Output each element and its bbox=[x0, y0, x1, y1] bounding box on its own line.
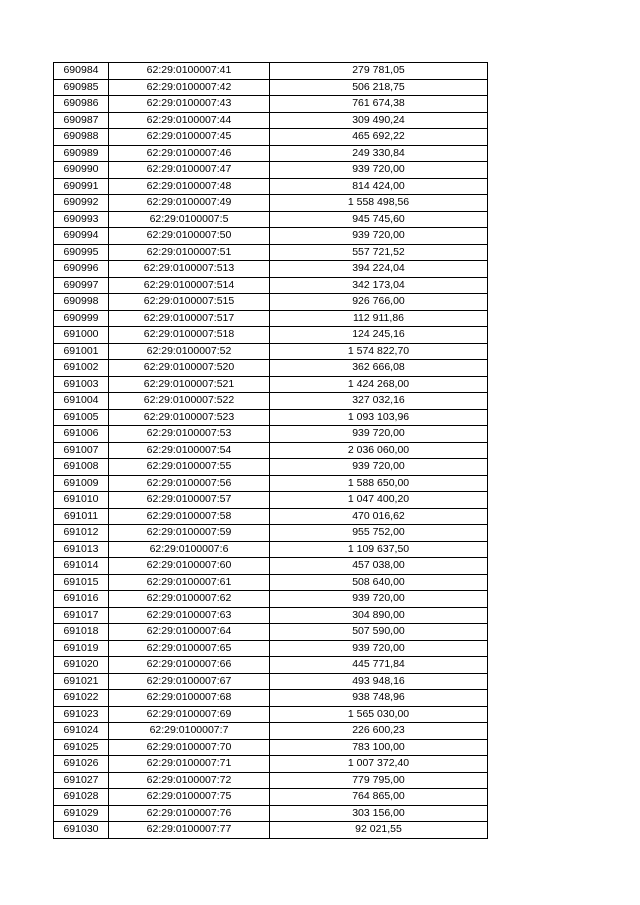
cadastral-number-cell: 62:29:0100007:77 bbox=[109, 822, 270, 839]
cadastral-number-cell: 62:29:0100007:514 bbox=[109, 277, 270, 294]
row-number-cell: 690999 bbox=[54, 310, 109, 327]
cadastral-number-cell: 62:29:0100007:515 bbox=[109, 294, 270, 311]
cadastral-number-cell: 62:29:0100007:43 bbox=[109, 96, 270, 113]
row-number-cell: 691001 bbox=[54, 343, 109, 360]
cadastral-number-cell: 62:29:0100007:6 bbox=[109, 541, 270, 558]
table-row bbox=[54, 310, 488, 327]
row-number-cell: 691022 bbox=[54, 690, 109, 707]
cadastral-value-cell: 938 748,96 bbox=[270, 690, 488, 707]
table-row bbox=[54, 640, 488, 657]
cadastral-number-cell: 62:29:0100007:72 bbox=[109, 772, 270, 789]
cadastral-value-cell: 342 173,04 bbox=[270, 277, 488, 294]
table-row bbox=[54, 822, 488, 839]
table-row bbox=[54, 459, 488, 476]
cadastral-number-cell: 62:29:0100007:521 bbox=[109, 376, 270, 393]
cadastral-value-cell: 249 330,84 bbox=[270, 145, 488, 162]
cadastral-number-cell: 62:29:0100007:47 bbox=[109, 162, 270, 179]
cadastral-value-cell: 779 795,00 bbox=[270, 772, 488, 789]
cadastral-value-cell: 493 948,16 bbox=[270, 673, 488, 690]
row-number-cell: 691000 bbox=[54, 327, 109, 344]
cadastral-number-cell: 62:29:0100007:50 bbox=[109, 228, 270, 245]
cadastral-value-cell: 445 771,84 bbox=[270, 657, 488, 674]
table-row bbox=[54, 112, 488, 129]
row-number-cell: 691019 bbox=[54, 640, 109, 657]
table-row bbox=[54, 673, 488, 690]
cadastral-number-cell: 62:29:0100007:61 bbox=[109, 574, 270, 591]
row-number-cell: 691024 bbox=[54, 723, 109, 740]
row-number-cell: 690985 bbox=[54, 79, 109, 96]
row-number-cell: 691029 bbox=[54, 805, 109, 822]
row-number-cell: 691023 bbox=[54, 706, 109, 723]
row-number-cell: 691027 bbox=[54, 772, 109, 789]
cadastral-number-cell: 62:29:0100007:59 bbox=[109, 525, 270, 542]
table-row bbox=[54, 63, 488, 80]
cadastral-number-cell: 62:29:0100007:69 bbox=[109, 706, 270, 723]
cadastral-value-cell: 814 424,00 bbox=[270, 178, 488, 195]
cadastral-value-cell: 939 720,00 bbox=[270, 591, 488, 608]
cadastral-value-cell: 1 093 103,96 bbox=[270, 409, 488, 426]
table-row bbox=[54, 178, 488, 195]
table-row bbox=[54, 508, 488, 525]
row-number-cell: 691009 bbox=[54, 475, 109, 492]
table-row bbox=[54, 723, 488, 740]
table-row bbox=[54, 360, 488, 377]
row-number-cell: 691014 bbox=[54, 558, 109, 575]
row-number-cell: 691021 bbox=[54, 673, 109, 690]
cadastral-value-cell: 939 720,00 bbox=[270, 426, 488, 443]
row-number-cell: 691017 bbox=[54, 607, 109, 624]
cadastral-number-cell: 62:29:0100007:513 bbox=[109, 261, 270, 278]
cadastral-number-cell: 62:29:0100007:45 bbox=[109, 129, 270, 146]
cadastral-number-cell: 62:29:0100007:53 bbox=[109, 426, 270, 443]
row-number-cell: 691010 bbox=[54, 492, 109, 509]
cadastral-number-cell: 62:29:0100007:57 bbox=[109, 492, 270, 509]
row-number-cell: 691028 bbox=[54, 789, 109, 806]
cadastral-value-cell: 362 666,08 bbox=[270, 360, 488, 377]
table-row bbox=[54, 409, 488, 426]
table-row bbox=[54, 657, 488, 674]
table-row bbox=[54, 492, 488, 509]
table-row bbox=[54, 591, 488, 608]
row-number-cell: 691006 bbox=[54, 426, 109, 443]
table-row bbox=[54, 475, 488, 492]
cadastral-number-cell: 62:29:0100007:63 bbox=[109, 607, 270, 624]
table-row bbox=[54, 558, 488, 575]
cadastral-value-cell: 1 574 822,70 bbox=[270, 343, 488, 360]
cadastral-number-cell: 62:29:0100007:48 bbox=[109, 178, 270, 195]
cadastral-value-cell: 1 047 400,20 bbox=[270, 492, 488, 509]
cadastral-value-cell: 557 721,52 bbox=[270, 244, 488, 261]
cadastral-number-cell: 62:29:0100007:41 bbox=[109, 63, 270, 80]
cadastral-value-cell: 1 565 030,00 bbox=[270, 706, 488, 723]
row-number-cell: 691004 bbox=[54, 393, 109, 410]
table-row bbox=[54, 145, 488, 162]
cadastral-number-cell: 62:29:0100007:76 bbox=[109, 805, 270, 822]
cadastral-value-cell: 764 865,00 bbox=[270, 789, 488, 806]
table-row bbox=[54, 525, 488, 542]
cadastral-number-cell: 62:29:0100007:56 bbox=[109, 475, 270, 492]
cadastral-value-cell: 761 674,38 bbox=[270, 96, 488, 113]
row-number-cell: 690989 bbox=[54, 145, 109, 162]
cadastral-value-cell: 1 424 268,00 bbox=[270, 376, 488, 393]
table-row bbox=[54, 607, 488, 624]
cadastral-value-cell: 457 038,00 bbox=[270, 558, 488, 575]
cadastral-value-cell: 92 021,55 bbox=[270, 822, 488, 839]
cadastral-value-cell: 945 745,60 bbox=[270, 211, 488, 228]
row-number-cell: 690990 bbox=[54, 162, 109, 179]
table-row bbox=[54, 277, 488, 294]
table-row bbox=[54, 789, 488, 806]
cadastral-value-cell: 1 007 372,40 bbox=[270, 756, 488, 773]
row-number-cell: 691002 bbox=[54, 360, 109, 377]
cadastral-number-cell: 62:29:0100007:55 bbox=[109, 459, 270, 476]
row-number-cell: 691020 bbox=[54, 657, 109, 674]
cadastral-value-cell: 939 720,00 bbox=[270, 162, 488, 179]
table-row bbox=[54, 624, 488, 641]
row-number-cell: 690993 bbox=[54, 211, 109, 228]
row-number-cell: 691025 bbox=[54, 739, 109, 756]
cadastral-number-cell: 62:29:0100007:517 bbox=[109, 310, 270, 327]
table-row bbox=[54, 706, 488, 723]
cadastral-value-cell: 1 558 498,56 bbox=[270, 195, 488, 212]
cadastral-number-cell: 62:29:0100007:70 bbox=[109, 739, 270, 756]
row-number-cell: 691011 bbox=[54, 508, 109, 525]
cadastral-value-cell: 226 600,23 bbox=[270, 723, 488, 740]
cadastral-value-cell: 470 016,62 bbox=[270, 508, 488, 525]
cadastral-value-cell: 939 720,00 bbox=[270, 640, 488, 657]
table-row bbox=[54, 96, 488, 113]
row-number-cell: 691026 bbox=[54, 756, 109, 773]
cadastral-number-cell: 62:29:0100007:518 bbox=[109, 327, 270, 344]
row-number-cell: 691018 bbox=[54, 624, 109, 641]
cadastral-number-cell: 62:29:0100007:75 bbox=[109, 789, 270, 806]
cadastral-value-cell: 783 100,00 bbox=[270, 739, 488, 756]
table-row bbox=[54, 343, 488, 360]
table-row bbox=[54, 690, 488, 707]
row-number-cell: 690986 bbox=[54, 96, 109, 113]
cadastral-number-cell: 62:29:0100007:64 bbox=[109, 624, 270, 641]
table-row bbox=[54, 261, 488, 278]
row-number-cell: 690987 bbox=[54, 112, 109, 129]
row-number-cell: 691007 bbox=[54, 442, 109, 459]
cadastral-value-cell: 309 490,24 bbox=[270, 112, 488, 129]
row-number-cell: 690991 bbox=[54, 178, 109, 195]
row-number-cell: 691030 bbox=[54, 822, 109, 839]
cadastral-value-cell: 124 245,16 bbox=[270, 327, 488, 344]
table-row bbox=[54, 294, 488, 311]
table-body bbox=[54, 63, 488, 839]
table-row bbox=[54, 805, 488, 822]
row-number-cell: 691012 bbox=[54, 525, 109, 542]
table-row bbox=[54, 129, 488, 146]
cadastral-number-cell: 62:29:0100007:5 bbox=[109, 211, 270, 228]
cadastral-value-cell: 508 640,00 bbox=[270, 574, 488, 591]
cadastral-number-cell: 62:29:0100007:42 bbox=[109, 79, 270, 96]
table-row bbox=[54, 162, 488, 179]
cadastral-value-cell: 506 218,75 bbox=[270, 79, 488, 96]
cadastral-number-cell: 62:29:0100007:523 bbox=[109, 409, 270, 426]
row-number-cell: 690984 bbox=[54, 63, 109, 80]
cadastral-value-cell: 955 752,00 bbox=[270, 525, 488, 542]
cadastral-number-cell: 62:29:0100007:71 bbox=[109, 756, 270, 773]
row-number-cell: 690994 bbox=[54, 228, 109, 245]
row-number-cell: 691013 bbox=[54, 541, 109, 558]
table-row bbox=[54, 228, 488, 245]
cadastral-value-cell: 1 588 650,00 bbox=[270, 475, 488, 492]
row-number-cell: 690996 bbox=[54, 261, 109, 278]
row-number-cell: 691005 bbox=[54, 409, 109, 426]
cadastral-value-cell: 303 156,00 bbox=[270, 805, 488, 822]
cadastral-value-cell: 939 720,00 bbox=[270, 228, 488, 245]
data-table bbox=[53, 62, 488, 839]
row-number-cell: 691003 bbox=[54, 376, 109, 393]
cadastral-number-cell: 62:29:0100007:49 bbox=[109, 195, 270, 212]
cadastral-value-cell: 1 109 637,50 bbox=[270, 541, 488, 558]
cadastral-number-cell: 62:29:0100007:46 bbox=[109, 145, 270, 162]
table-row bbox=[54, 739, 488, 756]
table-row bbox=[54, 211, 488, 228]
table-row bbox=[54, 772, 488, 789]
table-row bbox=[54, 327, 488, 344]
cadastral-value-cell: 112 911,86 bbox=[270, 310, 488, 327]
cadastral-number-cell: 62:29:0100007:60 bbox=[109, 558, 270, 575]
cadastral-number-cell: 62:29:0100007:51 bbox=[109, 244, 270, 261]
table-row bbox=[54, 541, 488, 558]
cadastral-value-cell: 939 720,00 bbox=[270, 459, 488, 476]
table-row bbox=[54, 244, 488, 261]
cadastral-number-cell: 62:29:0100007:67 bbox=[109, 673, 270, 690]
row-number-cell: 690998 bbox=[54, 294, 109, 311]
table-row bbox=[54, 79, 488, 96]
cadastral-value-cell: 507 590,00 bbox=[270, 624, 488, 641]
cadastral-number-cell: 62:29:0100007:54 bbox=[109, 442, 270, 459]
cadastral-number-cell: 62:29:0100007:65 bbox=[109, 640, 270, 657]
cadastral-value-cell: 327 032,16 bbox=[270, 393, 488, 410]
cadastral-value-cell: 304 890,00 bbox=[270, 607, 488, 624]
table-row bbox=[54, 376, 488, 393]
table-row bbox=[54, 393, 488, 410]
row-number-cell: 690997 bbox=[54, 277, 109, 294]
table-row bbox=[54, 442, 488, 459]
cadastral-number-cell: 62:29:0100007:44 bbox=[109, 112, 270, 129]
row-number-cell: 691008 bbox=[54, 459, 109, 476]
row-number-cell: 690992 bbox=[54, 195, 109, 212]
row-number-cell: 690988 bbox=[54, 129, 109, 146]
cadastral-number-cell: 62:29:0100007:62 bbox=[109, 591, 270, 608]
cadastral-number-cell: 62:29:0100007:58 bbox=[109, 508, 270, 525]
table-row bbox=[54, 756, 488, 773]
cadastral-number-cell: 62:29:0100007:7 bbox=[109, 723, 270, 740]
cadastral-number-cell: 62:29:0100007:52 bbox=[109, 343, 270, 360]
row-number-cell: 691015 bbox=[54, 574, 109, 591]
row-number-cell: 691016 bbox=[54, 591, 109, 608]
cadastral-value-cell: 926 766,00 bbox=[270, 294, 488, 311]
table-row bbox=[54, 574, 488, 591]
cadastral-number-cell: 62:29:0100007:522 bbox=[109, 393, 270, 410]
cadastral-number-cell: 62:29:0100007:520 bbox=[109, 360, 270, 377]
cadastral-value-cell: 394 224,04 bbox=[270, 261, 488, 278]
cadastral-value-cell: 465 692,22 bbox=[270, 129, 488, 146]
cadastral-value-cell: 279 781,05 bbox=[270, 63, 488, 80]
cadastral-value-cell: 2 036 060,00 bbox=[270, 442, 488, 459]
table-row bbox=[54, 195, 488, 212]
table-row bbox=[54, 426, 488, 443]
cadastral-number-cell: 62:29:0100007:66 bbox=[109, 657, 270, 674]
row-number-cell: 690995 bbox=[54, 244, 109, 261]
cadastral-number-cell: 62:29:0100007:68 bbox=[109, 690, 270, 707]
